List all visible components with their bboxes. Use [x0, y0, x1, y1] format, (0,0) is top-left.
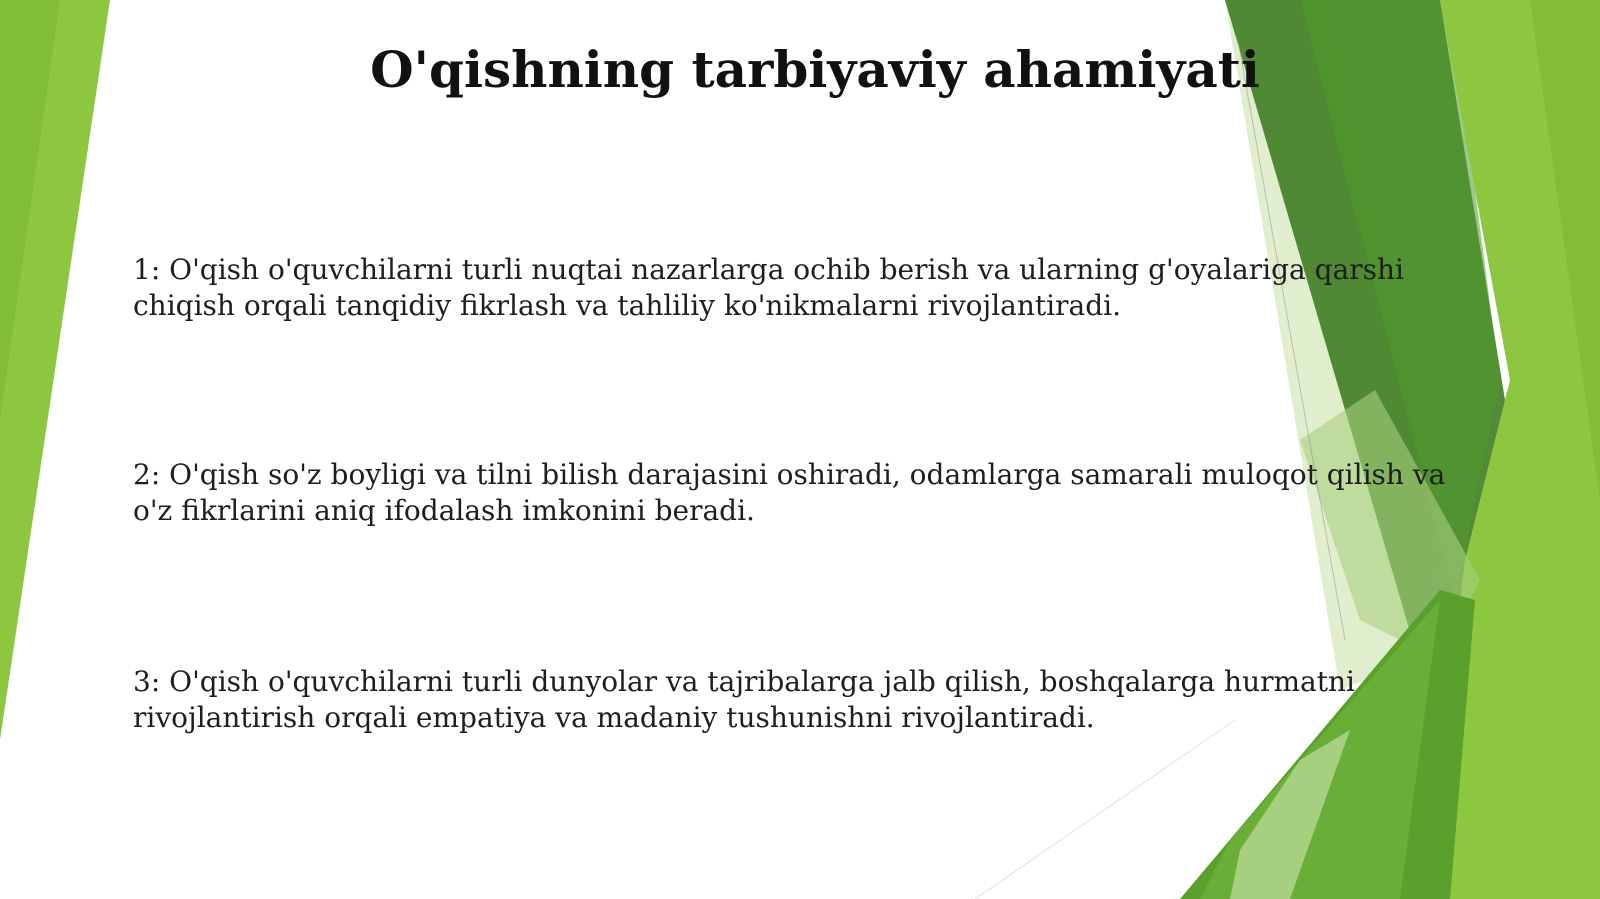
point-1-text: 1: O'qish o'quvchilarni turli nuqtai nazarlarga ochib berish va ularning g'oyalariga qarshi chiqish orqali tanqidiy fikrlash va tahliliy ko'nikmalarni rivojlantiradi.	[133, 253, 1404, 322]
slide-title: O'qishning tarbiyaviy ahamiyati	[370, 40, 1260, 99]
thin-bottom-line	[975, 720, 1235, 899]
point-2-text: 2: O'qish so'z boyligi va tilni bilish darajasini oshiradi, odamlarga samarali muloqot qilish va o'z fikrlarini aniq ifodalash imkonini beradi.	[133, 458, 1446, 527]
point-3-text: 3: O'qish o'quvchilarni turli dunyolar va tajribalarga jalb qilish, boshqalarga hurmatni rivojlantirish orqali empatiya va madaniy tushunishni rivojlantiradi.	[133, 665, 1355, 734]
